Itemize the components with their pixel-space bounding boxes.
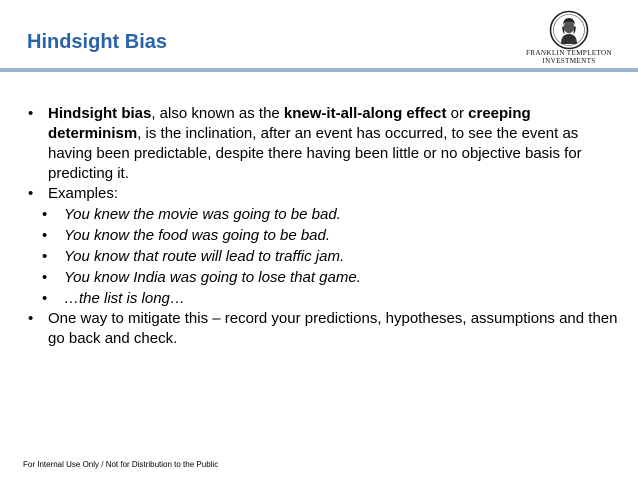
term-creeping-determinism: creeping determinism [48, 105, 531, 142]
example-item [28, 205, 618, 225]
term-knew-it-all-along: knew-it-all-along effect [283, 105, 447, 122]
example-item [28, 226, 618, 246]
mitigation-text: One way to mitigate this – record your predictions, hypotheses, assumptions and then go back and check. [48, 310, 618, 347]
logo-wordmark: FRANKLIN TEMPLETON [526, 49, 612, 57]
bullet-examples [28, 184, 618, 204]
franklin-portrait-emblem-icon [549, 10, 589, 50]
sub-bullet-icon: • [42, 290, 48, 307]
example-text: You knew the movie was going to be bad. [64, 206, 341, 223]
example-text: You know that route will lead to traffic jam. [64, 248, 345, 265]
sub-bullet-icon: • [42, 248, 48, 265]
example-text: You know India was going to lose that game. [64, 269, 361, 286]
definition-text: , also known as the [151, 105, 284, 122]
footer-disclaimer: For Internal Use Only / Not for Distribution to the Public [23, 460, 219, 469]
bullet-icon: • [28, 310, 34, 327]
bullet-mitigation [28, 309, 618, 349]
definition-text: , is the inclination, after an event has occurred, to see the event as having been predictable, despite there having been little or no objective basis for predicting it. [48, 125, 582, 182]
sub-bullet-icon: • [42, 269, 48, 286]
definition-text: or [446, 105, 469, 122]
term-hindsight-bias: Hindsight bias [48, 105, 152, 122]
sub-bullet-icon: • [42, 227, 48, 244]
example-text: You know the food was going to be bad. [64, 227, 331, 244]
sub-bullet-icon: • [42, 206, 48, 223]
slide-body [28, 104, 618, 349]
example-item [28, 247, 618, 267]
slide-title: Hindsight Bias [27, 31, 168, 53]
bullet-definition [28, 104, 618, 184]
example-item [28, 268, 618, 288]
bullet-icon: • [28, 185, 34, 202]
logo-subtitle: INVESTMENTS [542, 57, 596, 65]
header-rule [0, 68, 638, 72]
examples-label: Examples: [48, 185, 119, 202]
example-item [28, 289, 618, 309]
franklin-templeton-logo [510, 8, 628, 64]
bullet-icon: • [28, 105, 34, 122]
example-text: …the list is long… [64, 290, 185, 307]
